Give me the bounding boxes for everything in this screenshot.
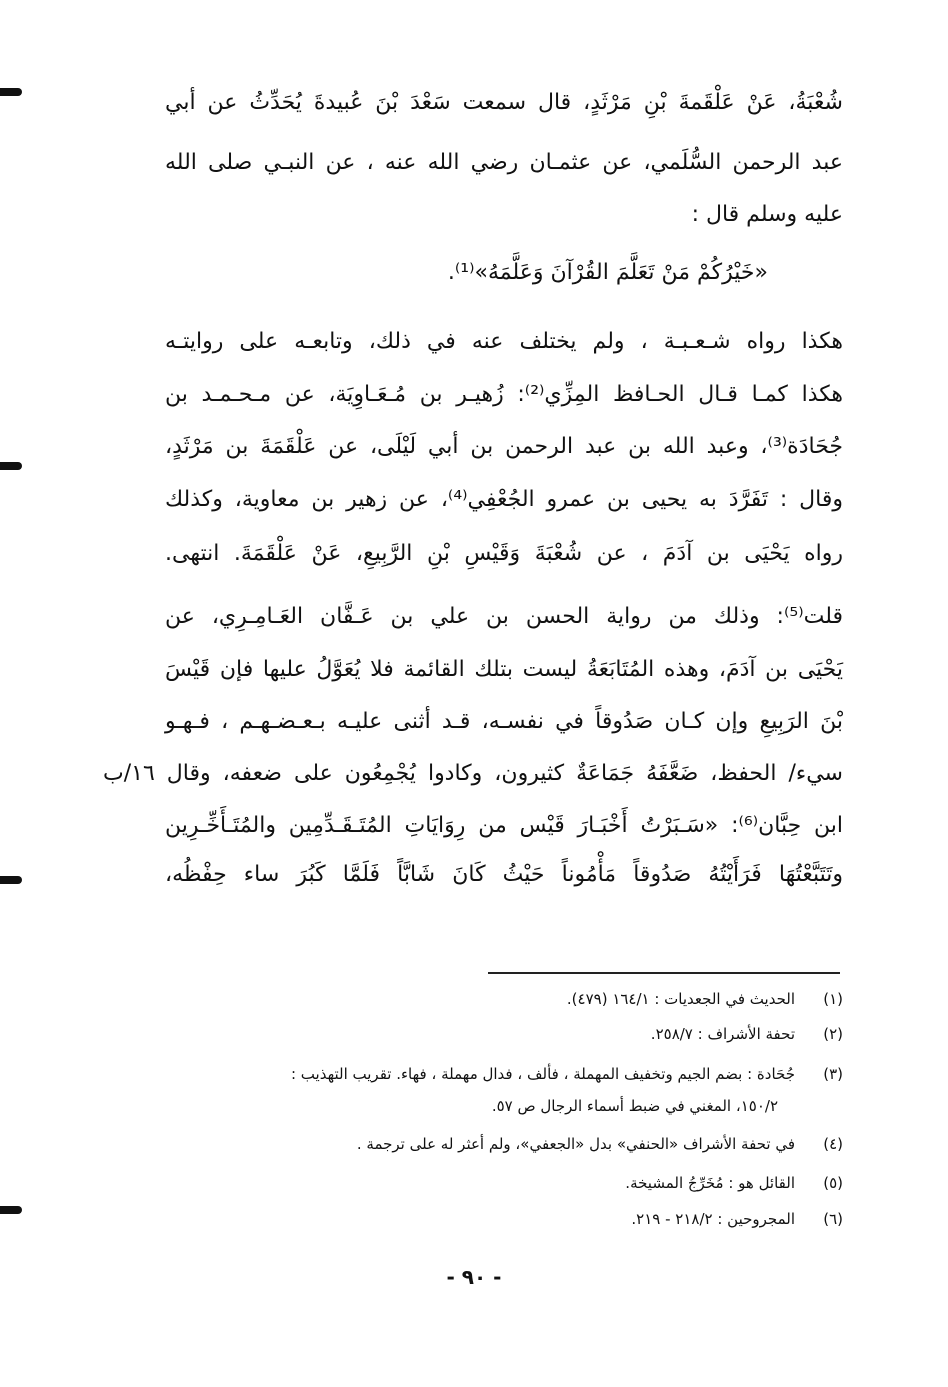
footnote-text: جُحَادة : بضم الجيم وتخفيف المهملة ، فألف ، فدال مهملة ، فهاء. تقريب التهذيب : xyxy=(290,1065,795,1083)
footnote-text: في تحفة الأشراف «الحنفي» بدل «الجعفي»، ولم أعثر له على ترجمة . xyxy=(356,1135,795,1153)
body-line-9: رواه يَحْيَى بن آدَمَ ، عن شُعْبَةَ وَقَيْسِ بْنِ الرَّبِيعِ، عَنْ عَلْقَمَةَ. انتهى. xyxy=(165,541,843,566)
body-line-2: عبد الرحمن السُّلَمي، عن عثمـان رضي الله عنه ، عن النبـي صلى الله xyxy=(165,150,843,175)
body-line-15: وتَتَبَّعْتُهَا فَرَأَيْتُهُ صَدُوقاً مَأْمُوناً حَيْثُ كَانَ شَابَّاً فَلَمَّا كَبُرَ ساء حِفْظُه، xyxy=(165,862,843,887)
body-line-8: وقال : تَفَرَّدَ به يحيى بن عمرو الجُعْفِي⁽⁴⁾، عن زهير بن معاوية، وكذلك xyxy=(165,487,843,512)
footnote-number: (٢) xyxy=(823,1025,843,1043)
page-number: - ٩٠ - xyxy=(446,1265,502,1289)
footnote-number: (١) xyxy=(823,990,843,1008)
body-line-11: يَحْيَى بن آدَمَ، وهذه المُتَابَعَةُ ليست بتلك القائمة فلا يُعَوَّلُ عليها فإن قَيْسَ xyxy=(165,657,843,682)
hadith-quote: «خَيْرُكُمْ مَنْ تَعَلَّمَ القُرْآنَ وَعَلَّمَهُ»⁽¹⁾. xyxy=(447,260,768,285)
footnote-4 xyxy=(357,1133,843,1155)
footnote-number: (٥) xyxy=(823,1174,843,1192)
footnote-3 xyxy=(291,1063,843,1085)
footnote-6 xyxy=(631,1208,843,1230)
body-line-14: ابن حِبَّان⁽⁶⁾: «سَـبَرْتُ أَخْبَـارَ قَيْس من رِوَايَاتِ المُتَـقَـدِّمِين والمُتَـأَخِّـرِين xyxy=(165,813,843,838)
scan-edge-mark xyxy=(0,88,22,96)
footnote-divider xyxy=(488,972,840,974)
footnote-5 xyxy=(625,1172,843,1194)
footnote-number: (٤) xyxy=(823,1135,843,1153)
scan-edge-mark xyxy=(0,876,22,884)
body-line-1: شُعْبَةُ، عَنْ عَلْقَمةَ بْنِ مَرْثَدٍ، قال سمعت سَعْدَ بْنَ عُبيدةَ يُحَدِّثُ عن أبي xyxy=(165,90,843,115)
body-line-6: هكذا كمـا قـال الحـافظ المِزِّي⁽²⁾: زُهيـر بن مُـعَـاوِيَة، عن مـحـمـد بن xyxy=(165,382,843,407)
footnote-text: القائل هو : مُخَرِّجُ المشيخة. xyxy=(625,1174,795,1192)
footnote-1 xyxy=(567,988,843,1010)
body-line-10: قلت⁽⁵⁾: وذلك من رواية الحسن بن علي بن عَـفَّان العَـامِـرِي، عن xyxy=(165,604,843,629)
body-line-13: سيء/ الحفظ، ضَعَّفَهُ جَمَاعَةٌ كثيرون، وكادوا يُجْمِعُون على ضعفه، وقال ١٦/ب xyxy=(103,761,843,786)
scan-edge-mark xyxy=(0,462,22,470)
footnote-text: تحفة الأشراف : ٢٥٨/٧. xyxy=(650,1025,795,1043)
body-line-7: جُحَادَة⁽³⁾، وعبد الله بن عبد الرحمن بن أبي لَيْلَى، عن عَلْقَمَةَ بن مَرْثَدٍ، xyxy=(165,434,843,459)
footnote-number: (٣) xyxy=(823,1065,843,1083)
footnote-number: (٦) xyxy=(823,1210,843,1228)
footnote-text: الحديث في الجعديات : ١٦٤/١ (٤٧٩). xyxy=(566,990,795,1008)
footnote-3-continuation: ١٥٠/٢، المغني في ضبط أسماء الرجال ص ٥٧. xyxy=(491,1097,778,1115)
footnote-2 xyxy=(651,1023,843,1045)
scan-edge-mark xyxy=(0,1206,22,1214)
body-line-5: هكذا رواه شـعـبـة ، ولم يختلف عنه في ذلك، وتابعـه على روايتـه xyxy=(165,329,843,354)
body-line-3: عليه وسلم قال : xyxy=(691,202,843,227)
footnote-text: المجروحين : ٢١٨/٢ - ٢١٩. xyxy=(631,1210,795,1228)
body-line-12: بْنَ الرَبِيعِ وإن كـان صَدُوقاً في نفسـه، قـد أثنى عليـه بـعـضـهـم ، فـهـو xyxy=(165,709,843,734)
